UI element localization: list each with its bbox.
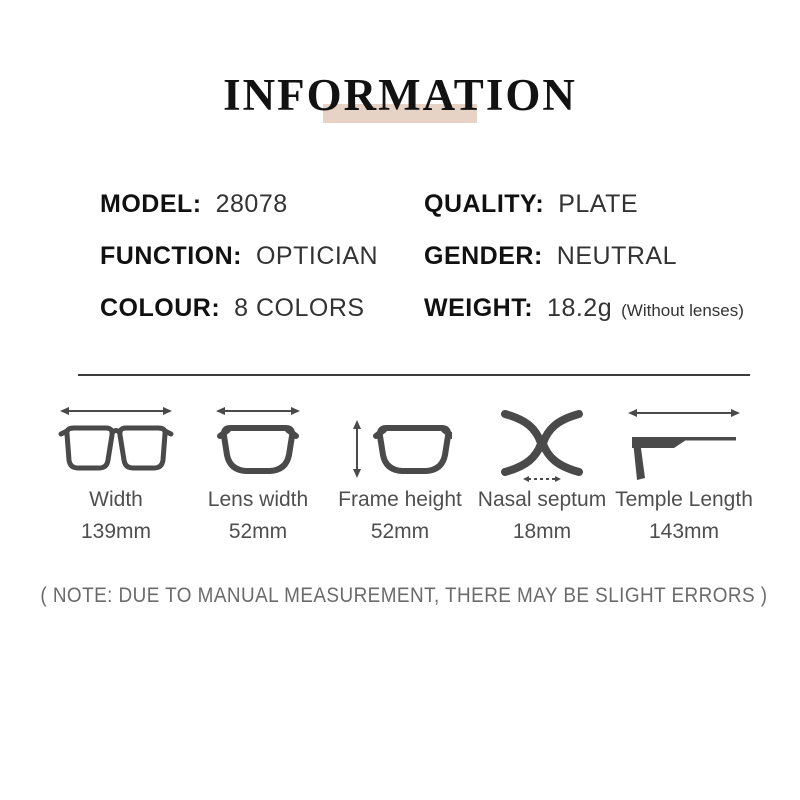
spec-value: 18.2g xyxy=(547,294,613,322)
measure-value: 52mm xyxy=(228,520,288,543)
nasal-septum-icon xyxy=(471,398,613,482)
measure-value: 143mm xyxy=(648,520,720,543)
spec-label: FUNCTION: xyxy=(100,242,242,270)
measurement-note: ( NOTE: DUE TO MANUAL MEASUREMENT, THERE MAY BE SLIGHT ERRORS ) xyxy=(40,584,768,607)
measure-col-width xyxy=(45,398,187,544)
temple-length-icon xyxy=(613,398,755,482)
spec-row-gender xyxy=(424,242,744,269)
measure-value: 139mm xyxy=(80,520,152,543)
spec-value: PLATE xyxy=(558,190,639,218)
measure-col-temple-length xyxy=(613,398,755,544)
spec-value: 8 COLORS xyxy=(234,294,365,322)
spec-row-colour xyxy=(100,294,378,321)
measure-col-frame-height xyxy=(329,398,471,544)
spec-value: NEUTRAL xyxy=(556,242,677,270)
spec-label: MODEL: xyxy=(100,190,202,218)
lens-width-icon xyxy=(187,398,329,482)
spec-row-model xyxy=(100,190,378,217)
spec-row-quality xyxy=(424,190,744,217)
spec-value: OPTICIAN xyxy=(255,242,379,270)
note-section xyxy=(0,584,800,608)
spec-label: QUALITY: xyxy=(424,190,545,218)
measure-label: Lens width xyxy=(207,488,309,511)
specs-column-right xyxy=(424,190,744,346)
measure-value: 18mm xyxy=(512,520,572,543)
measurements-row xyxy=(45,398,755,544)
title-section xyxy=(0,0,800,150)
measure-col-lens-width xyxy=(187,398,329,544)
measure-label: Width xyxy=(89,488,143,511)
measure-label: Nasal septum xyxy=(477,488,607,511)
measure-label: Temple Length xyxy=(615,488,753,511)
specs-column-left xyxy=(100,190,378,346)
measure-value: 52mm xyxy=(370,520,430,543)
measure-col-nasal-septum xyxy=(471,398,613,544)
spec-value-suffix: (Without lenses) xyxy=(621,301,744,320)
glasses-width-icon xyxy=(45,398,187,482)
page-title: INFORMATION xyxy=(223,70,577,120)
spec-row-weight xyxy=(424,294,744,321)
measure-label: Frame height xyxy=(338,488,462,511)
section-divider xyxy=(78,374,750,376)
spec-label: WEIGHT: xyxy=(424,294,534,322)
spec-row-function xyxy=(100,242,378,269)
spec-label: GENDER: xyxy=(424,242,543,270)
spec-value: 28078 xyxy=(215,190,288,218)
spec-label: COLOUR: xyxy=(100,294,221,322)
frame-height-icon xyxy=(329,398,471,482)
